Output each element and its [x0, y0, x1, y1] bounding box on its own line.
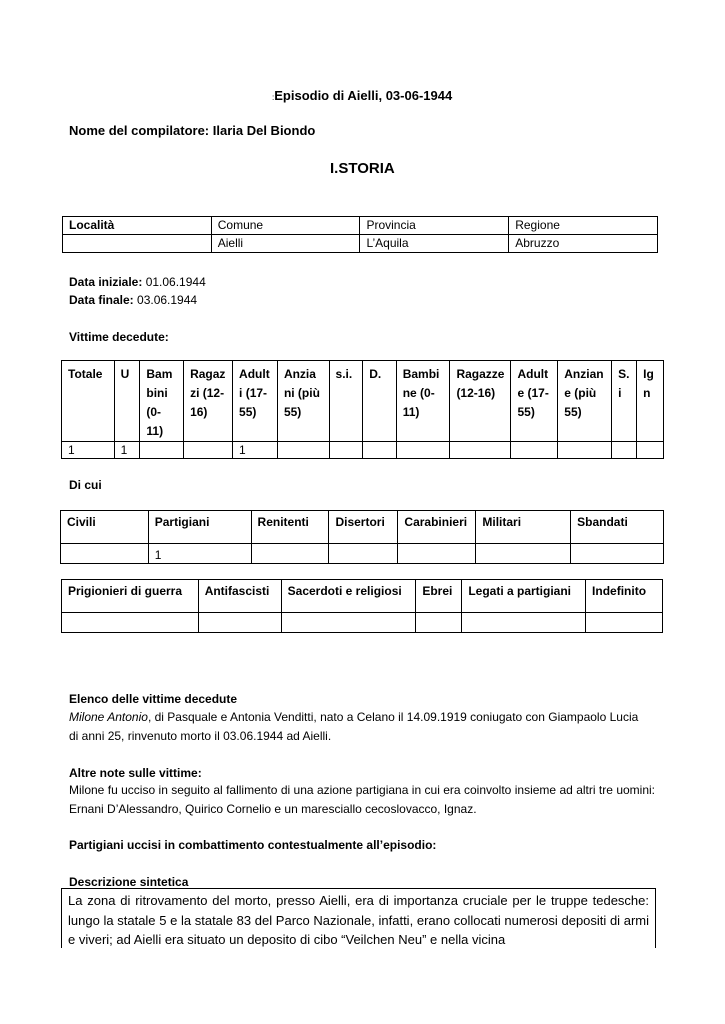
end-date-label: Data finale:	[69, 293, 134, 307]
category-value-cell	[62, 613, 199, 633]
di-cui-heading: Di cui	[69, 478, 102, 492]
victims-header-line: Bambi	[402, 367, 440, 381]
victims-header-line: zi (12-	[190, 386, 225, 400]
victims-header-line: U	[120, 367, 130, 381]
victims-value-cell	[450, 442, 511, 459]
section-title: I.STORIA	[330, 160, 395, 177]
victims-header-line: 55)	[239, 405, 257, 419]
episode-title	[272, 88, 452, 103]
victims-header-line: Anzia	[283, 367, 316, 381]
location-cell-regione-value: Abruzzo	[509, 235, 658, 253]
victims-header-line: i	[618, 386, 622, 400]
category-header-cell: Carabinieri	[398, 511, 476, 544]
victims-header-cell	[277, 361, 329, 442]
victims-header-cell	[114, 361, 140, 442]
victims-header-cell	[450, 361, 511, 442]
victim-name: Milone Antonio	[69, 710, 148, 724]
location-cell-empty	[63, 235, 212, 253]
compiler-line: Nome del compilatore: Ilaria Del Biondo	[69, 123, 316, 138]
location-cell-localita: Località	[63, 217, 212, 235]
category-value-cell	[281, 613, 416, 633]
victims-value-cell	[558, 442, 612, 459]
category-header-cell: Partigiani	[148, 511, 251, 544]
victims-value-cell: 1	[62, 442, 115, 459]
victims-header-cell	[511, 361, 558, 442]
end-date-value: 03.06.1944	[133, 293, 198, 307]
category-header-cell: Sacerdoti e religiosi	[281, 580, 416, 613]
victims-header-line: 55)	[283, 405, 302, 419]
victims-header-line: 11)	[402, 405, 420, 419]
victims-header-line: ne (0-	[402, 386, 435, 400]
category-header-cell: Militari	[476, 511, 571, 544]
victims-header-cell	[233, 361, 278, 442]
victims-header-cell	[140, 361, 184, 442]
category-header-cell: Indefinito	[586, 580, 663, 613]
categories-1-value-row	[61, 544, 664, 564]
category-header-cell: Antifascisti	[198, 580, 281, 613]
victims-header-line: bini	[146, 386, 168, 400]
victims-header-line: (12-16)	[456, 386, 496, 400]
victims-value-cell: 1	[233, 442, 278, 459]
victims-header-line: Anzian	[564, 367, 604, 381]
victims-heading: Vittime decedute:	[69, 330, 169, 344]
victims-header-line: e (17-	[517, 386, 549, 400]
category-value-cell	[398, 544, 476, 564]
category-value-cell: 1	[148, 544, 251, 564]
victims-header-line: 55)	[564, 405, 582, 419]
victims-header-cell	[558, 361, 612, 442]
category-value-cell	[251, 544, 329, 564]
other-notes-text: Milone fu ucciso in seguito al fallimento di una azione partigiana in cui era coinvolto insieme ad altri tre uomini: Ernani D’Alessandro, Quirico Cornelio e un maresciallo cecoslovacco, Ignaz.	[69, 783, 655, 816]
description-box: La zona di ritrovamento del morto, presso Aielli, era di importanza cruciale per le truppe tedesche: lungo la statale 5 e la statale 83 del Parco Nazionale, infatti, erano collocati numerosi depositi di armi e viveri; ad Aielli era situato un deposito di cibo “Veilchen Neu” e nella vicina	[61, 888, 656, 948]
victims-header-cell	[184, 361, 233, 442]
victims-value-cell	[363, 442, 396, 459]
categories-table-2	[61, 579, 663, 633]
victims-value-cell	[511, 442, 558, 459]
category-value-cell	[586, 613, 663, 633]
victims-value-cell	[184, 442, 233, 459]
partisans-heading: Partigiani uccisi in combattimento contestualmente all’episodio:	[69, 838, 437, 852]
victims-header-line: Ig	[643, 367, 654, 381]
victims-header-cell	[62, 361, 115, 442]
victims-value-row	[62, 442, 664, 459]
location-cell-provincia-value: L’Aquila	[360, 235, 509, 253]
category-header-cell: Sbandati	[571, 511, 664, 544]
victims-header-line: (0-	[146, 405, 162, 419]
location-value-row	[63, 235, 658, 253]
victims-header-line: Ragaz	[190, 367, 226, 381]
description-heading: Descrizione sintetica	[69, 875, 189, 889]
victims-header-line: s.i.	[335, 367, 353, 381]
categories-2-value-row	[62, 613, 663, 633]
victims-header-cell	[637, 361, 664, 442]
victims-header-line: ni (più	[283, 386, 320, 400]
location-table	[62, 216, 658, 253]
victims-header-line: Bam	[146, 367, 173, 381]
victims-value-cell	[637, 442, 664, 459]
start-date-value: 01.06.1944	[142, 275, 206, 289]
victims-list-heading: Elenco delle vittime decedute	[69, 692, 238, 706]
start-date	[69, 273, 206, 291]
victims-value-cell	[277, 442, 329, 459]
start-date-label: Data iniziale:	[69, 275, 143, 289]
victims-value-cell	[329, 442, 363, 459]
victim-details-line2: di anni 25, rinvenuto morto il 03.06.1944 ad Aielli.	[69, 729, 332, 743]
end-date	[69, 291, 197, 309]
victims-header-cell	[612, 361, 637, 442]
category-header-cell: Ebrei	[416, 580, 462, 613]
category-value-cell	[462, 613, 586, 633]
category-header-cell: Renitenti	[251, 511, 329, 544]
victims-value-cell	[612, 442, 637, 459]
categories-1-header-row	[61, 511, 664, 544]
category-header-cell: Disertori	[329, 511, 398, 544]
victims-header-line: D.	[369, 367, 382, 381]
other-notes-heading: Altre note sulle vittime:	[69, 766, 202, 780]
victims-header-line: Adult	[239, 367, 270, 381]
victims-header-line: 11)	[146, 424, 164, 438]
victims-value-cell	[140, 442, 184, 459]
category-value-cell	[416, 613, 462, 633]
victims-header-line: S.	[618, 367, 630, 381]
category-value-cell	[329, 544, 398, 564]
victims-header-cell	[363, 361, 396, 442]
category-value-cell	[198, 613, 281, 633]
category-header-cell: Civili	[61, 511, 149, 544]
victims-header-cell	[329, 361, 363, 442]
category-value-cell	[61, 544, 149, 564]
victims-table	[61, 360, 664, 459]
episode-title-text: Episodio di Aielli, 03-06-1944	[274, 88, 453, 103]
category-header-cell: Prigionieri di guerra	[62, 580, 199, 613]
victims-header-line: e (più	[564, 386, 597, 400]
categories-2-header-row	[62, 580, 663, 613]
victims-header-line: n	[643, 386, 651, 400]
victims-value-cell: 1	[114, 442, 140, 459]
victims-header-cell	[396, 361, 450, 442]
location-header-row	[63, 217, 658, 235]
victim-details-line1: , di Pasquale e Antonia Venditti, nato a Celano il 14.09.1919 coniugato con Giampaolo Lucia	[147, 710, 639, 724]
category-header-cell: Legati a partigiani	[462, 580, 586, 613]
victims-header-line: Ragazze	[456, 367, 505, 381]
location-cell-comune-label: Comune	[211, 217, 360, 235]
category-value-cell	[571, 544, 664, 564]
location-cell-regione-label: Regione	[509, 217, 658, 235]
victims-header-line: Totale	[68, 367, 103, 381]
victims-header-row	[62, 361, 664, 442]
header-colon: :	[272, 93, 275, 102]
victims-header-line: Adult	[517, 367, 549, 381]
category-value-cell	[476, 544, 571, 564]
victims-header-line: 55)	[517, 405, 535, 419]
location-cell-comune-value: Aielli	[211, 235, 360, 253]
location-cell-provincia-label: Provincia	[360, 217, 509, 235]
victims-header-line: i (17-	[239, 386, 268, 400]
victims-list-entry	[69, 708, 655, 746]
victims-value-cell	[396, 442, 450, 459]
victims-header-line: 16)	[190, 405, 208, 419]
categories-table-1	[60, 510, 664, 564]
